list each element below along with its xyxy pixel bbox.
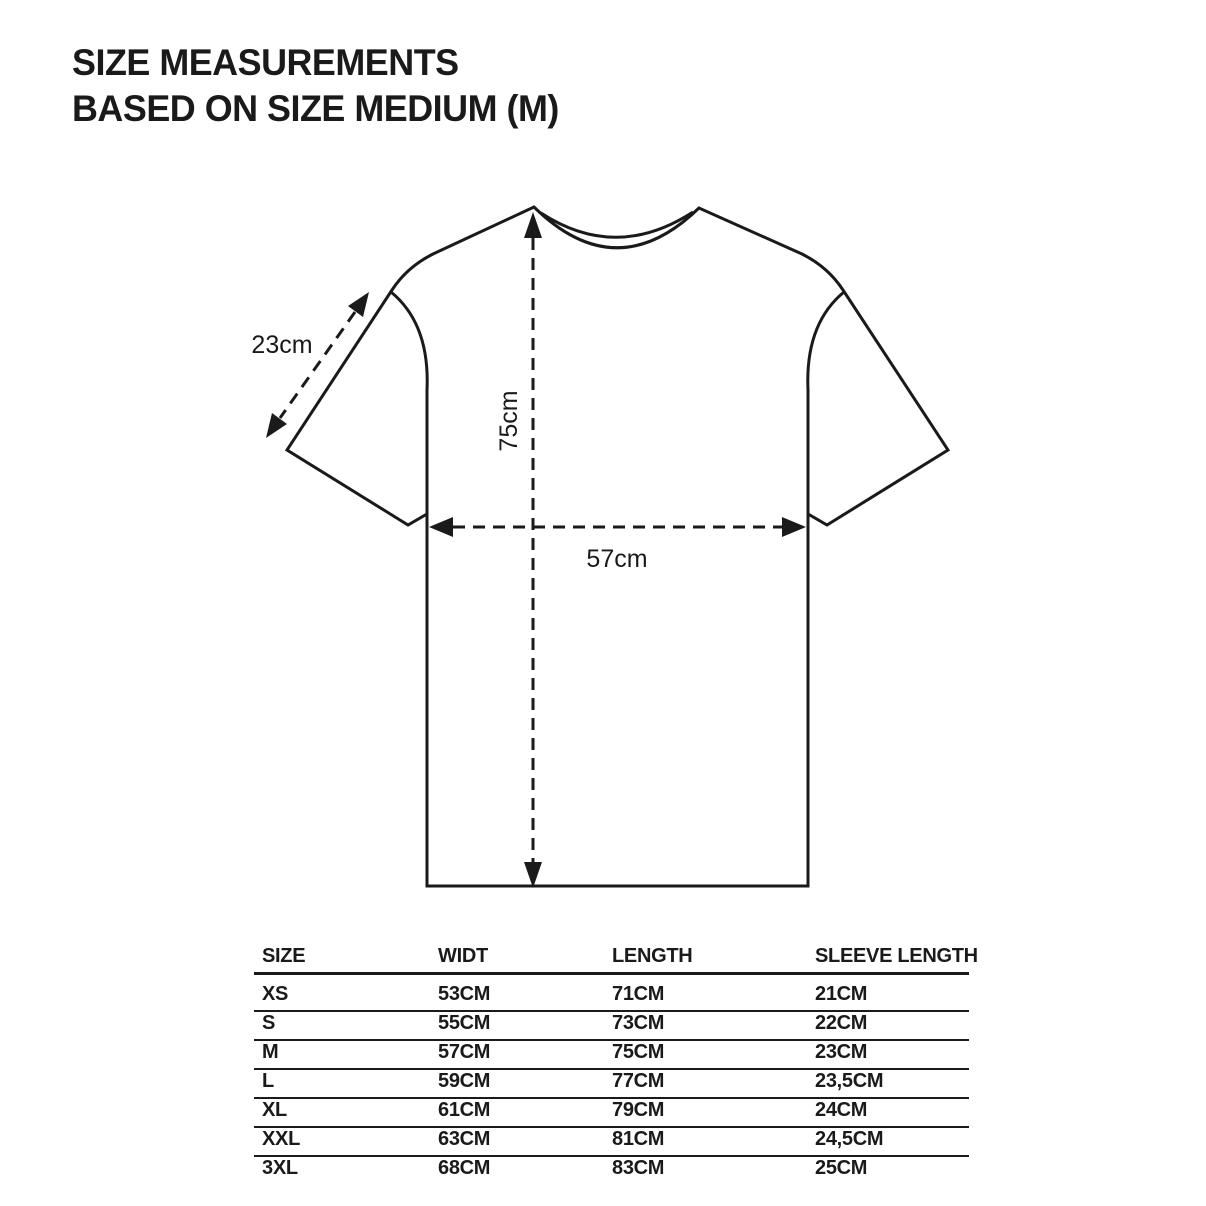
table-row-xs: [254, 974, 969, 1012]
sleeve-cell: 22CM: [815, 1011, 969, 1040]
page-title-line2: BASED ON SIZE MEDIUM (M): [72, 88, 559, 129]
size-measurements-table: [254, 938, 978, 1184]
page-title-line1: SIZE MEASUREMENTS: [72, 42, 459, 83]
width-cell: 63CM: [438, 1127, 612, 1156]
size-cell: M: [254, 1040, 438, 1069]
size-cell: S: [254, 1011, 438, 1040]
length-cell: 73CM: [612, 1011, 815, 1040]
width-cell: 53CM: [438, 974, 612, 1012]
table-row-3xl: [254, 1156, 969, 1184]
width-cell: 59CM: [438, 1069, 612, 1098]
length-cell: 81CM: [612, 1127, 815, 1156]
size-cell: XL: [254, 1098, 438, 1127]
size-cell: L: [254, 1069, 438, 1098]
sleeve-arrow-up-icon: [348, 292, 369, 317]
sleeve-cell: 24,5CM: [815, 1127, 969, 1156]
width-cell: 68CM: [438, 1157, 491, 1179]
width-cell: 61CM: [438, 1098, 612, 1127]
length-dimension-label: 75cm: [495, 390, 523, 452]
length-cell: 77CM: [612, 1069, 815, 1098]
table-row-xl: [254, 1098, 969, 1127]
width-cell: 57CM: [438, 1040, 612, 1069]
size-cell: XXL: [254, 1127, 438, 1156]
column-header-length: LENGTH: [612, 938, 815, 974]
sleeve-cell: 23CM: [815, 1040, 969, 1069]
sleeve-cell: 21CM: [815, 974, 969, 1012]
length-cell: 83CM: [612, 1157, 665, 1179]
column-header-sleeve-length: SLEEVE LENGTH: [815, 938, 969, 974]
size-cell: 3XL: [262, 1157, 298, 1179]
table-row-s: [254, 1011, 969, 1040]
sleeve-dimension-label: 23cm: [251, 331, 313, 359]
sleeve-arrow-down-icon: [266, 413, 287, 438]
table-row-m: [254, 1040, 969, 1069]
table-row-xxl: [254, 1127, 969, 1156]
sleeve-cell: 23,5CM: [815, 1069, 969, 1098]
header-row: [254, 938, 969, 974]
column-header-width: WIDT: [438, 938, 612, 974]
table-row-l: [254, 1069, 969, 1098]
sleeve-cell: 25CM: [815, 1157, 868, 1179]
size-table-body: [254, 974, 969, 1185]
length-cell: 71CM: [612, 974, 815, 1012]
size-table-header: [254, 938, 978, 974]
size-cell: XS: [254, 974, 438, 1012]
width-dimension-label: 57cm: [586, 545, 648, 573]
column-header-size: SIZE: [254, 938, 438, 974]
width-cell: 55CM: [438, 1011, 612, 1040]
length-cell: 79CM: [612, 1098, 815, 1127]
length-cell: 75CM: [612, 1040, 815, 1069]
sleeve-cell: 24CM: [815, 1098, 969, 1127]
